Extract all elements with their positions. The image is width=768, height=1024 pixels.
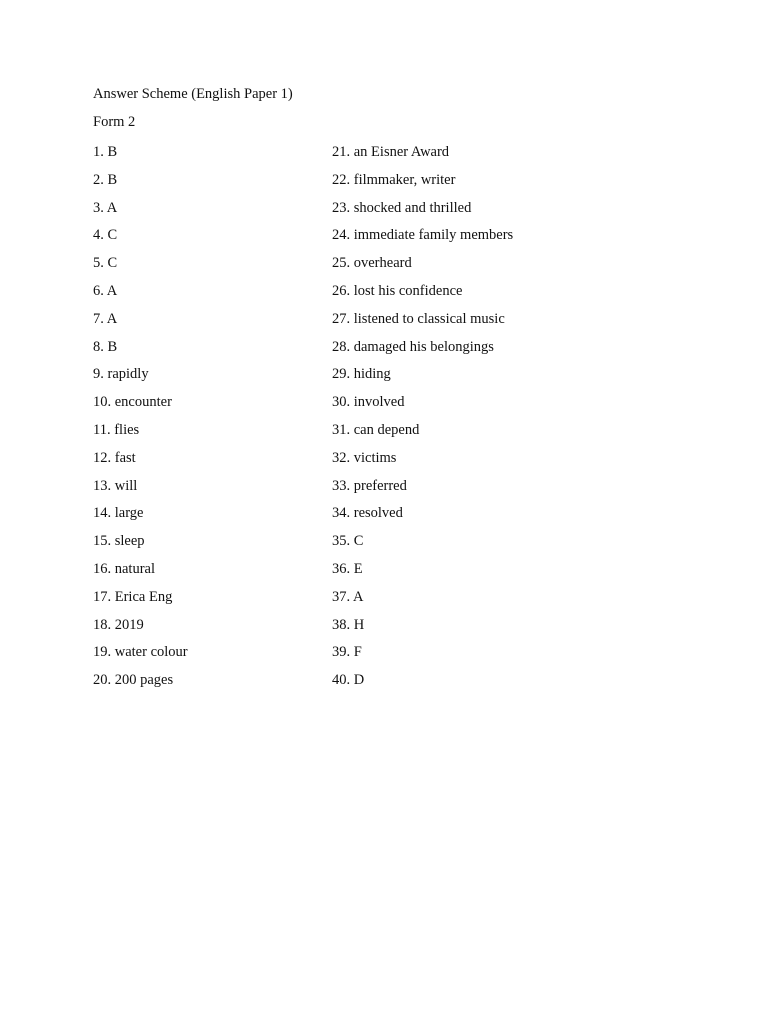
answer-item: 34. resolved: [332, 505, 403, 522]
answer-item: 22. filmmaker, writer: [332, 171, 456, 188]
answer-item: 40. D: [332, 672, 365, 689]
answer-item: 33. preferred: [332, 477, 407, 494]
answer-item: 24. immediate family members: [332, 227, 514, 244]
answer-item: 26. lost his confidence: [332, 282, 463, 299]
answers-right-column: [332, 142, 513, 698]
answer-item: 18. 2019: [93, 616, 144, 633]
answer-item: 30. involved: [332, 394, 405, 411]
answer-item: 14. large: [93, 505, 144, 522]
answer-item: 23. shocked and thrilled: [332, 199, 472, 216]
answer-item: 5. C: [93, 255, 118, 272]
answer-item: 12. fast: [93, 449, 136, 466]
answer-item: 29. hiding: [332, 366, 391, 383]
form-label: Form 2: [93, 114, 136, 130]
answer-item: 2. B: [93, 171, 118, 188]
answer-item: 16. natural: [93, 560, 156, 577]
answer-item: 15. sleep: [93, 533, 145, 550]
answer-item: 1. B: [93, 144, 118, 160]
answer-item: 27. listened to classical music: [332, 310, 505, 327]
answer-item: 6. A: [93, 282, 118, 299]
answer-item: 3. A: [93, 199, 118, 216]
answer-item: 10. encounter: [93, 394, 172, 411]
answer-item: 20. 200 pages: [93, 672, 174, 689]
answer-item: 21. an Eisner Award: [332, 144, 450, 160]
answer-item: 37. A: [332, 588, 364, 605]
document-title: Answer Scheme (English Paper 1): [93, 86, 293, 102]
answer-item: 35. C: [332, 533, 364, 550]
answer-item: 28. damaged his belongings: [332, 338, 494, 355]
answer-item: 4. C: [93, 227, 118, 244]
answer-item: 32. victims: [332, 449, 397, 466]
answer-item: 19. water colour: [93, 644, 188, 661]
answers-left-column: [93, 142, 188, 698]
answer-item: 13. will: [93, 477, 138, 494]
answer-item: 36. E: [332, 560, 363, 577]
answer-item: 31. can depend: [332, 421, 420, 438]
answer-item: 11. flies: [93, 421, 140, 438]
answer-item: 7. A: [93, 310, 118, 327]
answer-item: 9. rapidly: [93, 366, 149, 383]
answer-item: 8. B: [93, 338, 118, 355]
answer-item: 17. Erica Eng: [93, 588, 173, 605]
answer-item: 38. H: [332, 616, 365, 633]
answer-item: 25. overheard: [332, 255, 412, 272]
answer-item: 39. F: [332, 644, 362, 661]
